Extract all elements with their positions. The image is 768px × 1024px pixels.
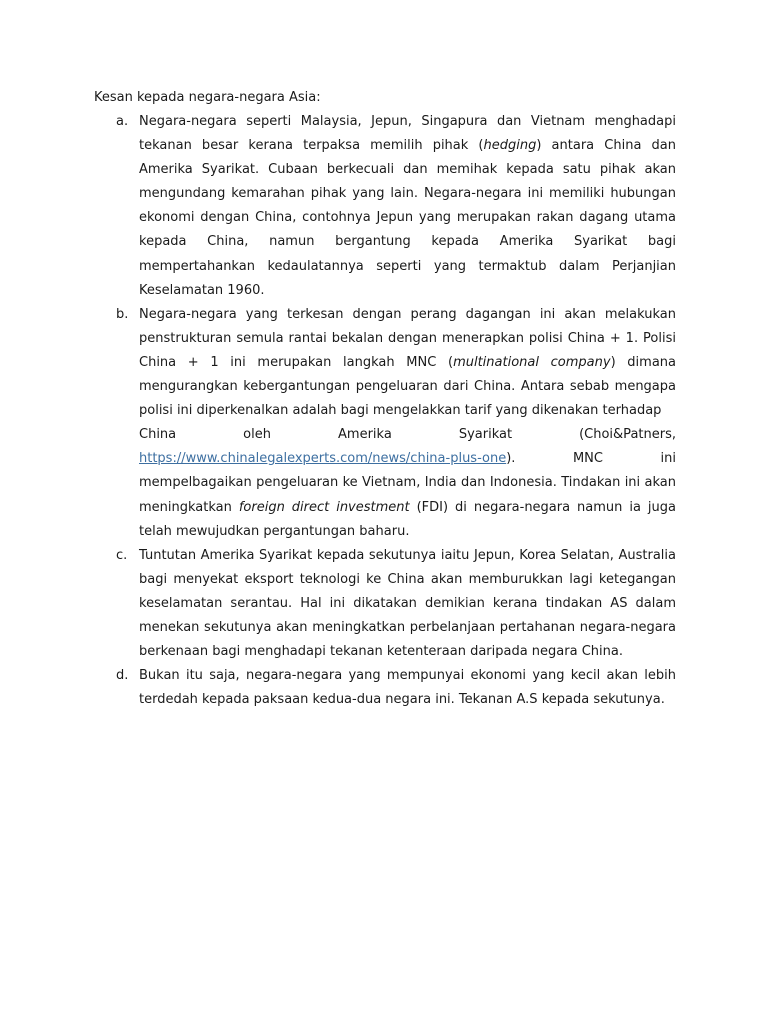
spread-word: China [139, 427, 177, 443]
text-segment: ) dimana mengurangkan kebergantungan pengeluaran dari China. Antara sebab mengapa polisi ini diperkenalkan adalah bagi mengelakkan tarif yang dikenakan terhadap [139, 354, 676, 419]
spread-word: oleh [243, 427, 271, 443]
impact-list [94, 110, 676, 712]
section-heading: Kesan kepada negara-negara Asia: [94, 90, 321, 105]
list-item-text: Bukan itu saja, negara-negara yang mempunyai ekonomi yang kecil akan lebih terdedah kepada paksaan kedua-dua negara ini. Tekanan A.S kepada sekutunya. [139, 668, 676, 708]
text-segment: (FDI) di negara-negara namun ia juga telah mewujudkan pergantungan baharu. [139, 499, 676, 539]
list-item-text [139, 447, 676, 543]
spread-word: Amerika [338, 427, 392, 443]
text-segment: Negara-negara yang terkesan dengan perang dagangan ini akan melakukan penstrukturan semula rantai bekalan dengan menerapkan polisi China + 1. Polisi China + 1 ini merupakan langkah MNC ( [139, 306, 676, 370]
list-item-c [94, 544, 676, 664]
list-item-text [139, 110, 676, 303]
list-marker: a. [116, 114, 129, 129]
spread-word: (Choi&Patners, [579, 427, 676, 443]
italic-term: hedging [483, 138, 537, 154]
list-item-a [94, 110, 676, 303]
list-marker: c. [116, 547, 128, 563]
list-item-d [94, 664, 676, 712]
spread-word: Syarikat [458, 427, 513, 443]
italic-term: foreign direct investment [238, 499, 410, 515]
list-item-text: Tuntutan Amerika Syarikat kepada sekutunya iaitu Jepun, Korea Selatan, Australia bagi menyekat eksport teknologi ke China akan memburukkan lagi ketegangan keselamatan serantau. Hal ini dikatakan demikian kerana tindakan AS dalam menekan sekutunya akan meningkatkan perbelanjaan pertahanan negara-negara berkenaan bagi menghadapi tekanan ketenteraan daripada negara China. [139, 547, 676, 660]
list-item-text [139, 303, 676, 423]
list-marker: b. [116, 306, 129, 322]
spread-line [139, 423, 676, 447]
list-marker: d. [116, 668, 129, 684]
source-link[interactable]: https://www.chinalegalexperts.com/news/china-plus-one [139, 451, 507, 467]
text-segment: Negara-negara seperti Malaysia, Jepun, Singapura dan Vietnam menghadapi tekanan besar kerana terpaksa memilih pihak ( [139, 114, 676, 154]
text-segment: ). MNC ini mempelbagaikan pengeluaran ke Vietnam, India dan Indonesia. Tindakan ini akan meningkatkan [139, 451, 676, 515]
list-item-b [94, 303, 676, 544]
text-segment: ) antara China dan Amerika Syarikat. Cubaan berkecuali dan memihak kepada satu pihak akan mengundang kemarahan pihak yang lain. Negara-negara ini memiliki hubungan ekonomi dengan China, contohnya Jepun yang merupakan rakan dagang utama kepada China, namun bergantung kepada Amerika Syarikat bagi mempertahankan kedaulatannya seperti yang termaktub dalam Perjanjian Keselamatan 1960. [139, 138, 676, 298]
italic-term: multinational company [453, 354, 611, 370]
